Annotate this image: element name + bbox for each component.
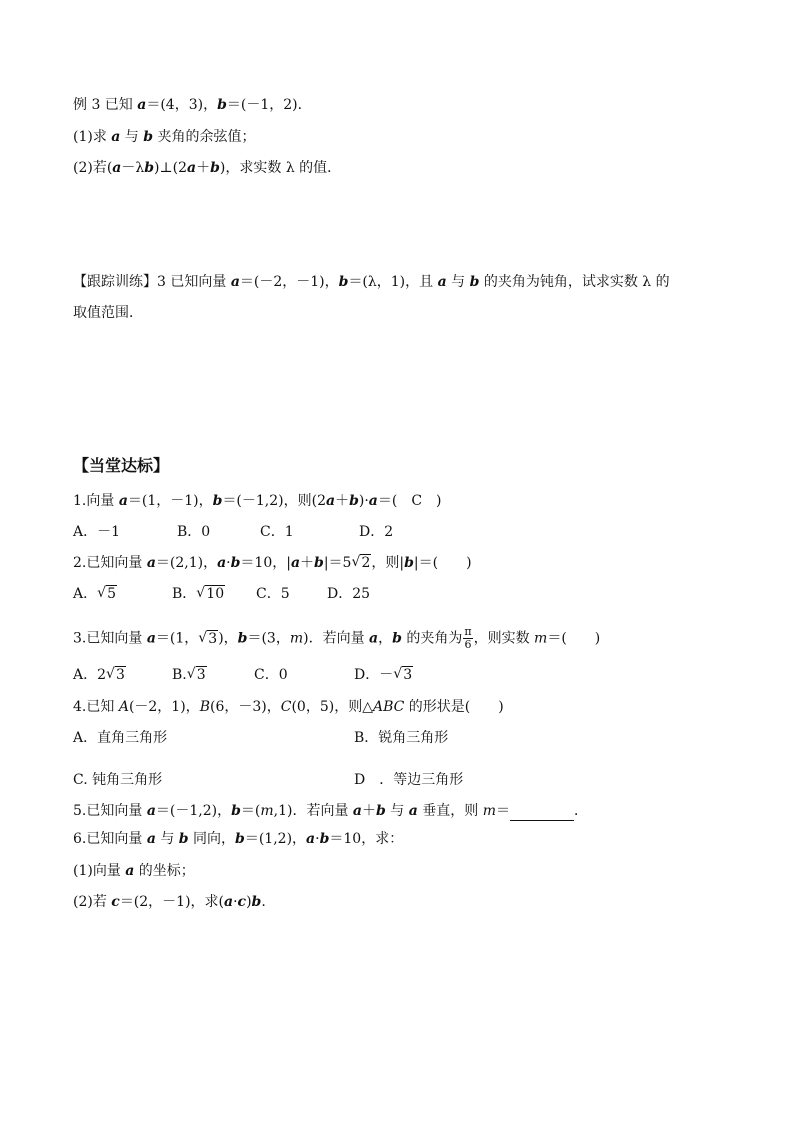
tracking-exercise-line2: 取值范围． [73, 305, 143, 321]
question-5: 5.已知向量 a＝(－1,2)，b＝(m,1)．若向量 a＋b 与 a 垂直，则 m＝ ． [73, 803, 588, 819]
option-d: D．2 [359, 524, 394, 540]
option-c: C．0 [254, 667, 288, 683]
option-c: C．1 [260, 524, 294, 540]
sqrt-sign: √ 2 [351, 553, 371, 573]
question-4: 4.已知 A(－2，1)，B(6，－3)，C(0，5)，则△ABC 的形状是( ) [73, 699, 504, 715]
example3-part2: (2)若(a－λb)⊥(2a＋b)，求实数 λ 的值． [73, 160, 342, 176]
option-d: D．25 [327, 586, 371, 602]
question-3: 3.已知向量 a＝(1，√ 3)，b＝(3，m)．若向量 a，b 的夹角为 $\frac{\pi}{6}$ ，则实数 m＝( ) [73, 626, 600, 651]
question-6-part2: (2)若 c＝(2，－1)，求(a·c)b. [73, 894, 266, 910]
section-title: 【当堂达标】 [73, 456, 170, 475]
option-b: B．√ 10 [172, 584, 225, 604]
option-a: A．－1 [73, 524, 121, 540]
question-1: 1.向量 a＝(1，－1)，b＝(－1,2)，则(2a＋b)·a＝( C ) [73, 493, 442, 509]
option-a: A．2√ 3 [73, 665, 126, 685]
question-2: 2.已知向量 a＝(2,1)，a·b＝10，|a＋b|＝5√ 2，则|b|＝( ) [73, 553, 472, 573]
option-b: B.√ 3 [172, 665, 207, 685]
option-c: C．5 [256, 586, 290, 602]
question-6: 6.已知向量 a 与 b 同向，b＝(1,2)，a·b＝10，求： [73, 831, 404, 847]
option-d: D．－√ 3 [354, 665, 413, 685]
option-a: A．直角三角形 [73, 730, 168, 746]
example3-stem: 例 3 已知 a＝(4，3)，b＝(－1，2)． [73, 97, 312, 113]
question-6-part1: (1)向量 a 的坐标； [73, 863, 195, 879]
option-a: A．√ 5 [73, 584, 117, 604]
option-b: B．锐角三角形 [354, 730, 449, 746]
tracking-exercise-line1: 【跟踪训练】3 已知向量 a＝(－2，－1)，b＝(λ，1)，且 a 与 b 的夹角为钝角，试求实数 λ 的 [73, 274, 670, 290]
option-b: B．0 [177, 524, 211, 540]
example3-part1: (1)求 a 与 b 夹角的余弦值； [73, 129, 256, 145]
pi-over-6-fraction: $\frac{\pi}{6}$ [464, 625, 472, 651]
answer-blank[interactable] [510, 806, 574, 821]
option-d: D ．等边三角形 [354, 772, 464, 788]
option-c: C. 钝角三角形 [73, 772, 163, 788]
